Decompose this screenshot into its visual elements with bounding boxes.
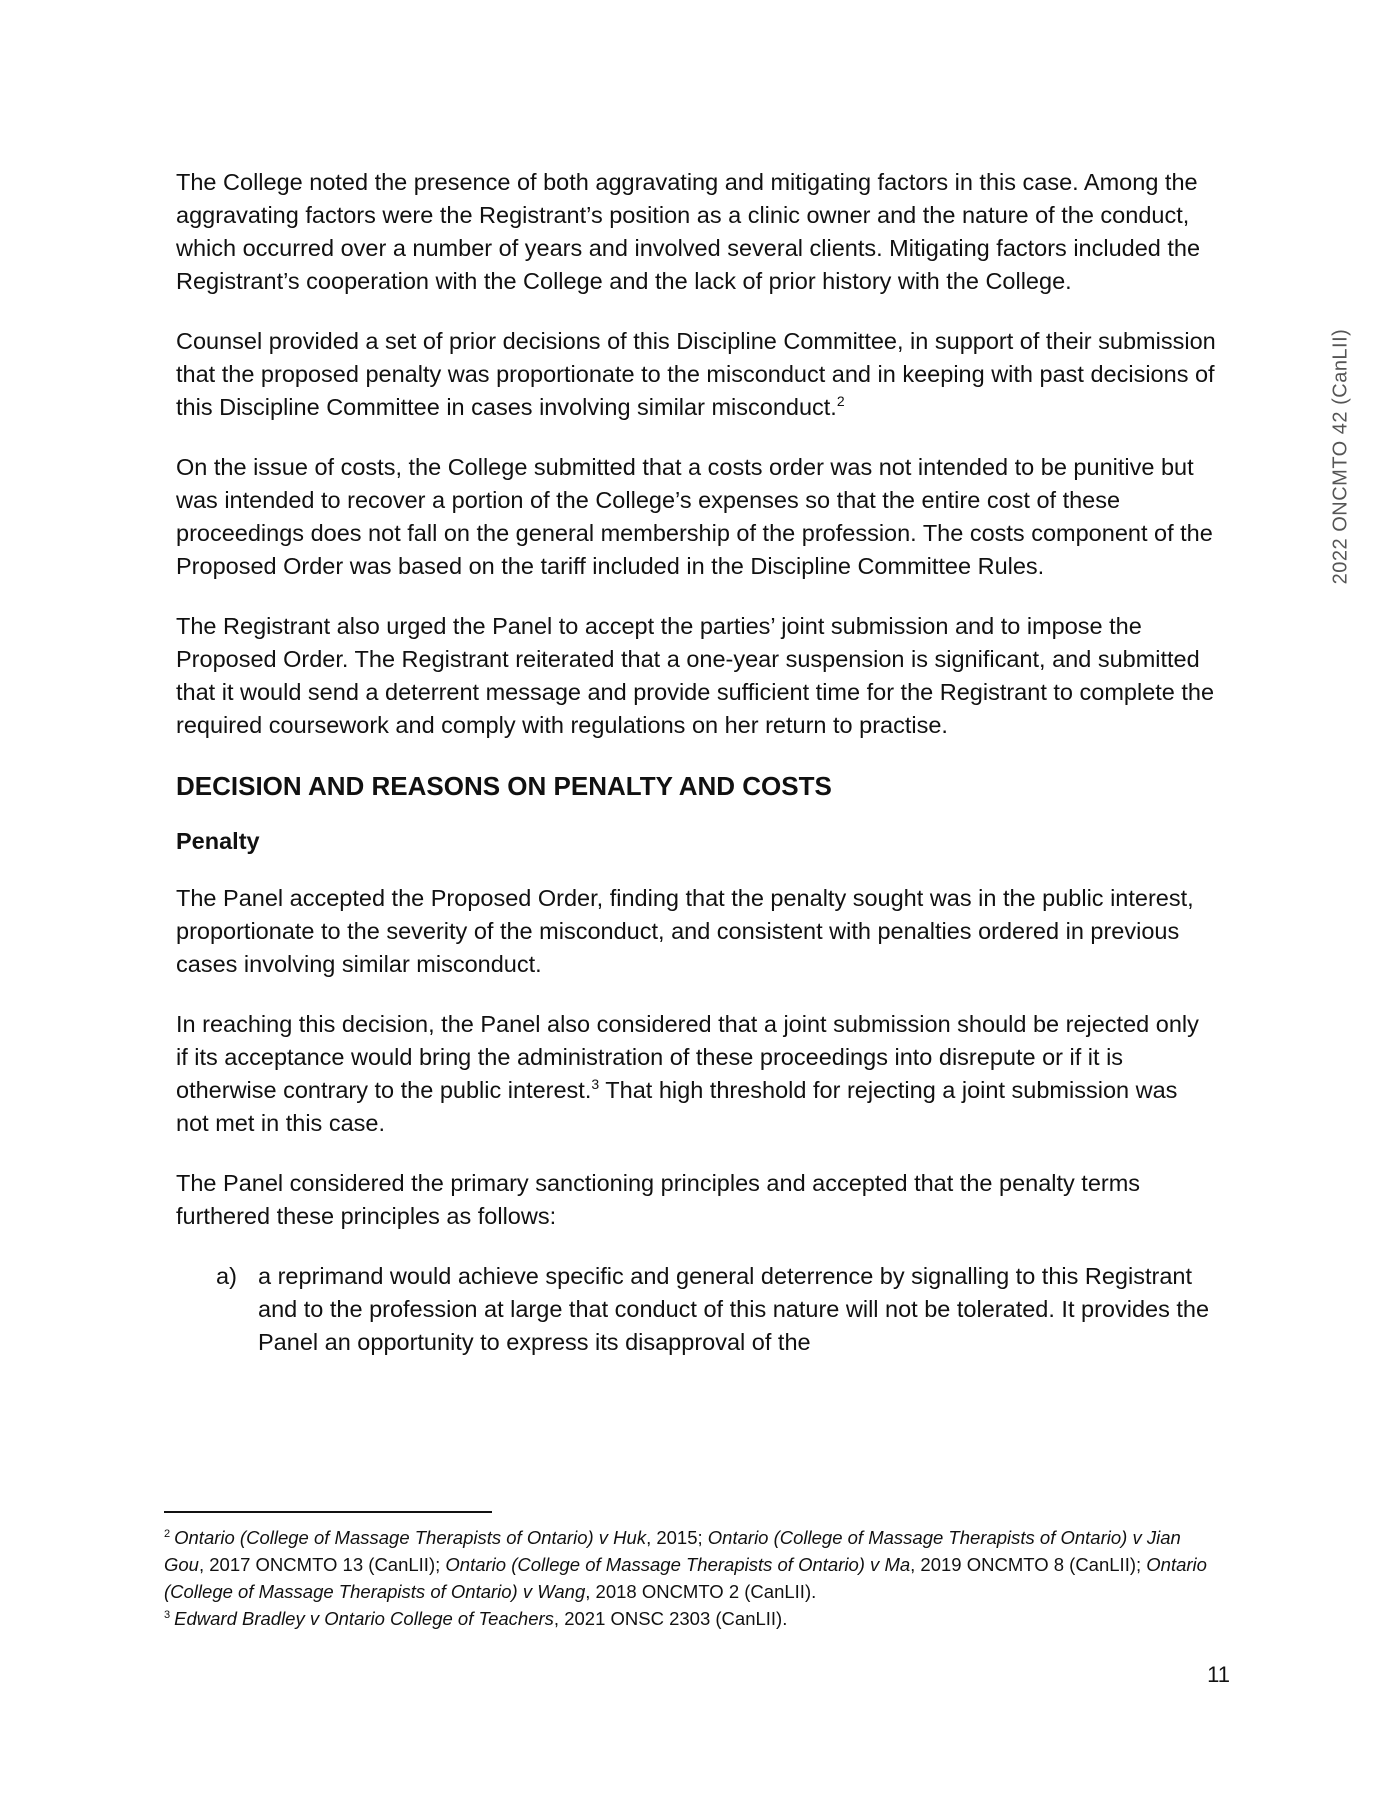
paragraph: On the issue of costs, the College submitted that a costs order was not intended to be punitive but was intended to recover a portion of the College’s expenses so that the entire cost of these proceedings does not fall on the general membership of the profession. The costs component of the Proposed Order was based on the tariff included in the Discipline Committee Rules. <box>176 454 1213 579</box>
footnote-number: 3 <box>164 1608 171 1621</box>
section-heading: DECISION AND REASONS ON PENALTY AND COSTS <box>176 771 832 801</box>
footnote-3: $^3$ Edward Bradley v Ontario College of Teachers, 2021 ONSC 2303 (CanLII). <box>164 1608 788 1629</box>
list-item <box>216 1260 1216 1359</box>
paragraph: In reaching this decision, the Panel also considered that a joint submission should be rejected only if its acceptance would bring the administration of these proceedings into disrepute or if it is otherwise contrary to the public interest.$^3$ That high threshold for rejecting a joint submission was not met in this case. <box>176 1011 1199 1136</box>
footnotes <box>164 1524 1224 1632</box>
footnote-number: 2 <box>164 1527 171 1540</box>
subheading: Penalty <box>176 828 260 854</box>
side-citation-text: 2022 ONCMTO 42 (CanLII) <box>1329 328 1352 584</box>
paragraph: The College noted the presence of both aggravating and mitigating factors in this case. Among the aggravating factors were the Registrant’s position as a clinic owner and the nature of the conduct, which occurred over a number of years and involved several clients. Mitigating factors included the Registrant’s cooperation with the College and the lack of prior history with the College. <box>176 169 1201 294</box>
side-citation <box>1326 316 1356 596</box>
footnote-divider <box>164 1511 492 1513</box>
footnote-2: $^2$ Ontario (College of Massage Therapists of Ontario) v Huk, 2015; Ontario (College of Massage Therapists of Ontario) v Jian Gou, 2017 ONCMTO 13 (CanLII); Ontario (College of Massage Therapists of Ontario) v Ma, 2019 ONCMTO 8 (CanLII); Ontario (College of Massage Therapists of Ontario) v Wang, 2018 ONCMTO 2 (CanLII). <box>164 1527 1207 1602</box>
list-item-text: a reprimand would achieve specific and general deterrence by signalling to this Registrant and to the profession at large that conduct of this nature will not be tolerated. It provides the Panel an opportunity to express its disapproval of the <box>258 1263 1210 1355</box>
list-marker: a) <box>216 1263 237 1289</box>
page-number: 11 <box>1207 1662 1230 1687</box>
paragraph: The Panel considered the primary sanctioning principles and accepted that the penalty terms furthered these principles as follows: <box>176 1170 1141 1229</box>
page-body <box>176 166 1216 1359</box>
paragraph: The Registrant also urged the Panel to accept the parties’ joint submission and to impose the Proposed Order. The Registrant reiterated that a one-year suspension is significant, and submitted that it would send a deterrent message and provide sufficient time for the Registrant to complete the required coursework and comply with regulations on her return to practise. <box>176 613 1215 738</box>
paragraph: Counsel provided a set of prior decisions of this Discipline Committee, in support of their submission that the proposed penalty was proportionate to the misconduct and in keeping with past decisions of this Discipline Committee in cases involving similar misconduct.$^2$ <box>176 328 1216 420</box>
paragraph: The Panel accepted the Proposed Order, finding that the penalty sought was in the public interest, proportionate to the severity of the misconduct, and consistent with penalties ordered in previous cases involving similar misconduct. <box>176 885 1194 977</box>
footnote-ref[interactable]: 2 <box>836 393 845 410</box>
footnote-ref[interactable]: 3 <box>591 1076 600 1093</box>
